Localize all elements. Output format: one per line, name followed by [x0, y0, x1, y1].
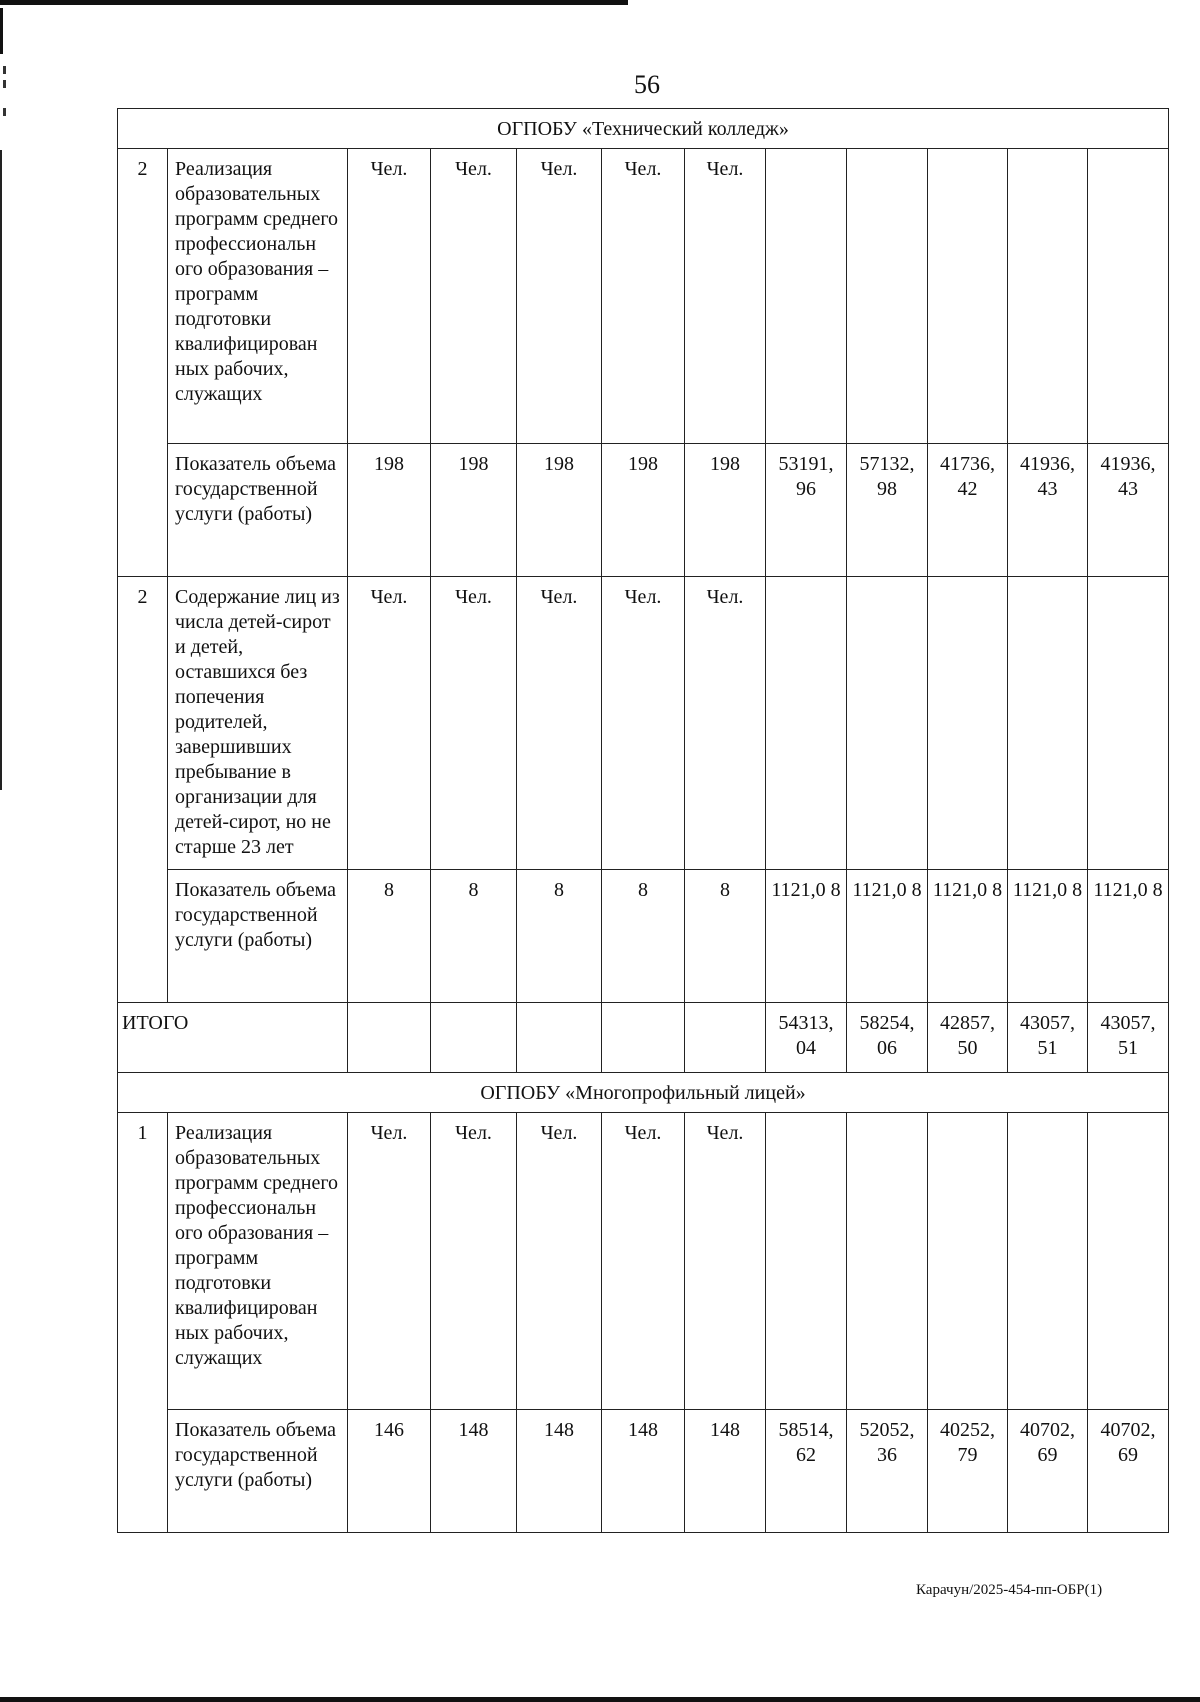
amount-cell: 1121,0 8	[1088, 870, 1169, 1003]
empty-cell	[928, 1113, 1008, 1410]
scan-mark	[3, 66, 6, 74]
volume-cell: 146	[348, 1410, 431, 1533]
section-title: ОГПОБУ «Многопрофильный лицей»	[118, 1073, 1169, 1113]
section-title: ОГПОБУ «Технический колледж»	[118, 109, 1169, 149]
scan-edge-left	[0, 150, 2, 790]
volume-cell: 198	[602, 444, 685, 577]
unit-cell: Чел.	[431, 1113, 517, 1410]
amount-cell: 1121,0 8	[1008, 870, 1088, 1003]
amount-cell: 1121,0 8	[766, 870, 847, 1003]
scan-mark	[3, 80, 6, 88]
unit-cell: Чел.	[602, 1113, 685, 1410]
scan-edge-top	[0, 0, 628, 5]
table-body	[118, 109, 1169, 1533]
indicator-row	[118, 444, 1169, 577]
volume-cell: 198	[431, 444, 517, 577]
page-number: 56	[634, 70, 660, 99]
unit-cell: Чел.	[517, 1113, 602, 1410]
amount-cell: 53191, 96	[766, 444, 847, 577]
indicator-label: Показатель объема государственной услуги (работы)	[168, 870, 348, 1003]
section-header-row	[118, 1073, 1169, 1113]
total-amount-cell: 43057, 51	[1008, 1003, 1088, 1073]
empty-cell	[517, 1003, 602, 1073]
empty-cell	[847, 1113, 928, 1410]
amount-cell: 52052, 36	[847, 1410, 928, 1533]
empty-cell	[928, 577, 1008, 870]
amount-cell: 41936, 43	[1088, 444, 1169, 577]
volume-cell: 198	[517, 444, 602, 577]
service-name: Содержание лиц из числа детей-сирот и детей, оставшихся без попечения родителей, завершивших пребывание в организации для детей-сирот, но не старше 23 лет	[168, 577, 348, 870]
unit-cell: Чел.	[685, 577, 766, 870]
service-row	[118, 149, 1169, 444]
services-table	[117, 108, 1169, 1533]
indicator-row	[118, 870, 1169, 1003]
empty-cell	[685, 1003, 766, 1073]
row-number: 2	[118, 149, 168, 577]
volume-cell: 148	[602, 1410, 685, 1533]
volume-cell: 8	[685, 870, 766, 1003]
amount-cell: 40702, 69	[1008, 1410, 1088, 1533]
volume-cell: 198	[685, 444, 766, 577]
row-number: 1	[118, 1113, 168, 1533]
service-name: Реализация образовательных программ среднего профессиональн ого образования – программ подготовки квалифицирован ных рабочих, служащих	[168, 1113, 348, 1410]
amount-cell: 1121,0 8	[847, 870, 928, 1003]
empty-cell	[1088, 577, 1169, 870]
unit-cell: Чел.	[602, 149, 685, 444]
unit-cell: Чел.	[431, 149, 517, 444]
empty-cell	[766, 1113, 847, 1410]
scan-edge-bottom	[0, 1697, 1200, 1702]
service-row	[118, 1113, 1169, 1410]
indicator-label: Показатель объема государственной услуги (работы)	[168, 444, 348, 577]
indicator-row	[118, 1410, 1169, 1533]
scan-mark	[3, 108, 6, 116]
section-header-row	[118, 109, 1169, 149]
amount-cell: 40702, 69	[1088, 1410, 1169, 1533]
empty-cell	[928, 149, 1008, 444]
empty-cell	[1088, 149, 1169, 444]
volume-cell: 8	[602, 870, 685, 1003]
unit-cell: Чел.	[348, 1113, 431, 1410]
volume-cell: 148	[517, 1410, 602, 1533]
total-row	[118, 1003, 1169, 1073]
total-label: ИТОГО	[118, 1003, 348, 1073]
unit-cell: Чел.	[685, 149, 766, 444]
unit-cell: Чел.	[602, 577, 685, 870]
amount-cell: 41936, 43	[1008, 444, 1088, 577]
service-row	[118, 577, 1169, 870]
empty-cell	[766, 577, 847, 870]
empty-cell	[1008, 1113, 1088, 1410]
document-code: Карачун/2025-454-пп-ОБР(1)	[916, 1582, 1103, 1598]
volume-cell: 148	[431, 1410, 517, 1533]
unit-cell: Чел.	[348, 577, 431, 870]
amount-cell: 58514, 62	[766, 1410, 847, 1533]
total-amount-cell: 54313, 04	[766, 1003, 847, 1073]
empty-cell	[1088, 1113, 1169, 1410]
volume-cell: 148	[685, 1410, 766, 1533]
unit-cell: Чел.	[517, 149, 602, 444]
amount-cell: 1121,0 8	[928, 870, 1008, 1003]
total-amount-cell: 42857, 50	[928, 1003, 1008, 1073]
amount-cell: 57132, 98	[847, 444, 928, 577]
unit-cell: Чел.	[348, 149, 431, 444]
empty-cell	[1008, 149, 1088, 444]
empty-cell	[847, 149, 928, 444]
indicator-label: Показатель объема государственной услуги (работы)	[168, 1410, 348, 1533]
empty-cell	[431, 1003, 517, 1073]
amount-cell: 40252, 79	[928, 1410, 1008, 1533]
service-name: Реализация образовательных программ среднего профессиональн ого образования – программ подготовки квалифицирован ных рабочих, служащих	[168, 149, 348, 444]
unit-cell: Чел.	[431, 577, 517, 870]
amount-cell: 41736, 42	[928, 444, 1008, 577]
empty-cell	[348, 1003, 431, 1073]
total-amount-cell: 58254, 06	[847, 1003, 928, 1073]
unit-cell: Чел.	[517, 577, 602, 870]
empty-cell	[766, 149, 847, 444]
scan-edge-left	[0, 8, 3, 54]
volume-cell: 8	[431, 870, 517, 1003]
unit-cell: Чел.	[685, 1113, 766, 1410]
volume-cell: 8	[517, 870, 602, 1003]
volume-cell: 198	[348, 444, 431, 577]
empty-cell	[1008, 577, 1088, 870]
total-amount-cell: 43057, 51	[1088, 1003, 1169, 1073]
empty-cell	[602, 1003, 685, 1073]
row-number: 2	[118, 577, 168, 1003]
empty-cell	[847, 577, 928, 870]
volume-cell: 8	[348, 870, 431, 1003]
